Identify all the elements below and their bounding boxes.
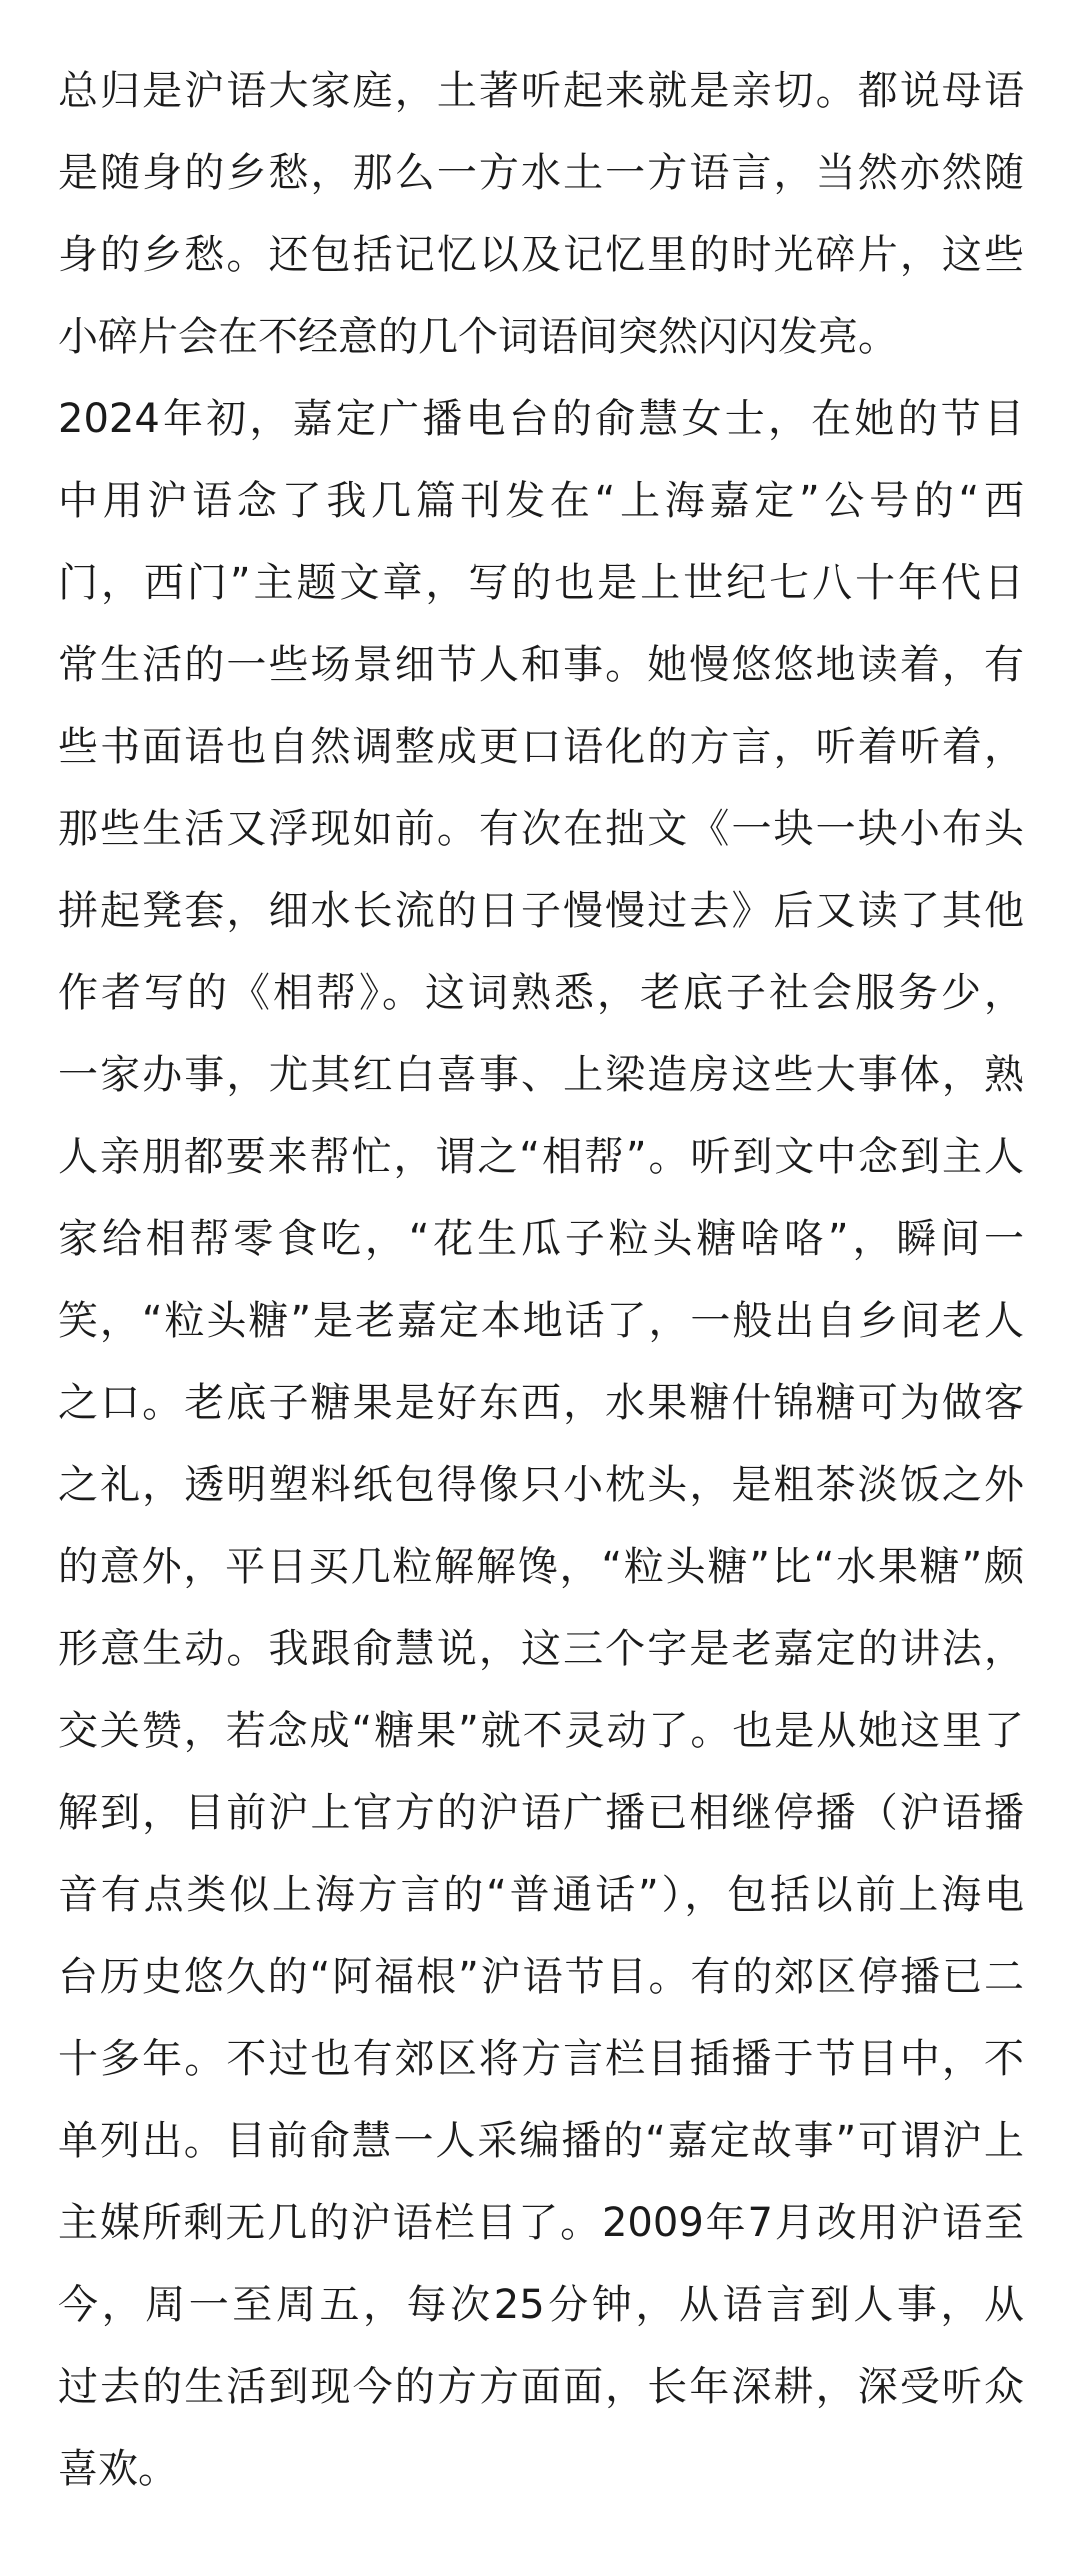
- text-line: 的意外，平日买几粒解解馋，“粒头糖”比“水果糖”颇: [58, 1544, 1024, 1590]
- text-line: 中用沪语念了我几篇刊发在“上海嘉定”公号的“西: [58, 478, 1024, 524]
- text-line: 些书面语也自然调整成更口语化的方言，听着听着，: [58, 724, 1024, 770]
- text-line: 音有点类似上海方言的“普通话”），包括以前上海电: [58, 1872, 1024, 1918]
- text-line: 台历史悠久的“阿福根”沪语节目。有的郊区停播已二: [58, 1954, 1024, 2000]
- text-line: 今，周一至周五，每次25分钟，从语言到人事，从: [58, 2282, 1024, 2328]
- text-line: 人亲朋都要来帮忙，谓之“相帮”。听到文中念到主人: [58, 1134, 1024, 1180]
- text-line: 形意生动。我跟俞慧说，这三个字是老嘉定的讲法，: [58, 1626, 1024, 1672]
- text-line: 拼起凳套，细水长流的日子慢慢过去》后又读了其他: [58, 888, 1024, 934]
- text-line: 十多年。不过也有郊区将方言栏目插播于节目中，不: [58, 2036, 1024, 2082]
- text-line: 门，西门”主题文章，写的也是上世纪七八十年代日: [58, 560, 1024, 606]
- text-line: 作者写的《相帮》。这词熟悉，老底子社会服务少，: [58, 970, 1024, 1016]
- text-line: 之礼，透明塑料纸包得像只小枕头，是粗茶淡饭之外: [58, 1462, 1024, 1508]
- text-line: 家给相帮零食吃，“花生瓜子粒头糖啥咯”，瞬间一: [58, 1216, 1024, 1262]
- text-line: 小碎片会在不经意的几个词语间突然闪闪发亮。: [58, 314, 898, 360]
- text-line: 交关赞，若念成“糖果”就不灵动了。也是从她这里了: [58, 1708, 1024, 1754]
- text-line: 主媒所剩无几的沪语栏目了。2009年7月改用沪语至: [58, 2200, 1024, 2246]
- text-line: 是随身的乡愁，那么一方水土一方语言，当然亦然随: [58, 150, 1024, 196]
- text-line: 解到，目前沪上官方的沪语广播已相继停播（沪语播: [58, 1790, 1024, 1836]
- text-line: 常生活的一些场景细节人和事。她慢悠悠地读着，有: [58, 642, 1024, 688]
- text-line: 喜欢。: [58, 2446, 178, 2492]
- text-line: 2024年初，嘉定广播电台的俞慧女士，在她的节目: [58, 396, 1024, 442]
- text-line: 一家办事，尤其红白喜事、上梁造房这些大事体，熟: [58, 1052, 1024, 1098]
- text-line: 过去的生活到现今的方方面面，长年深耕，深受听众: [58, 2364, 1024, 2410]
- text-line: 总归是沪语大家庭，土著听起来就是亲切。都说母语: [58, 68, 1024, 114]
- text-line: 单列出。目前俞慧一人采编播的“嘉定故事”可谓沪上: [58, 2118, 1024, 2164]
- text-line: 之口。老底子糖果是好东西，水果糖什锦糖可为做客: [58, 1380, 1024, 1426]
- text-line: 笑，“粒头糖”是老嘉定本地话了，一般出自乡间老人: [58, 1298, 1024, 1344]
- text-line: 那些生活又浮现如前。有次在拙文《一块一块小布头: [58, 806, 1024, 852]
- text-line: 身的乡愁。还包括记忆以及记忆里的时光碎片，这些: [58, 232, 1024, 278]
